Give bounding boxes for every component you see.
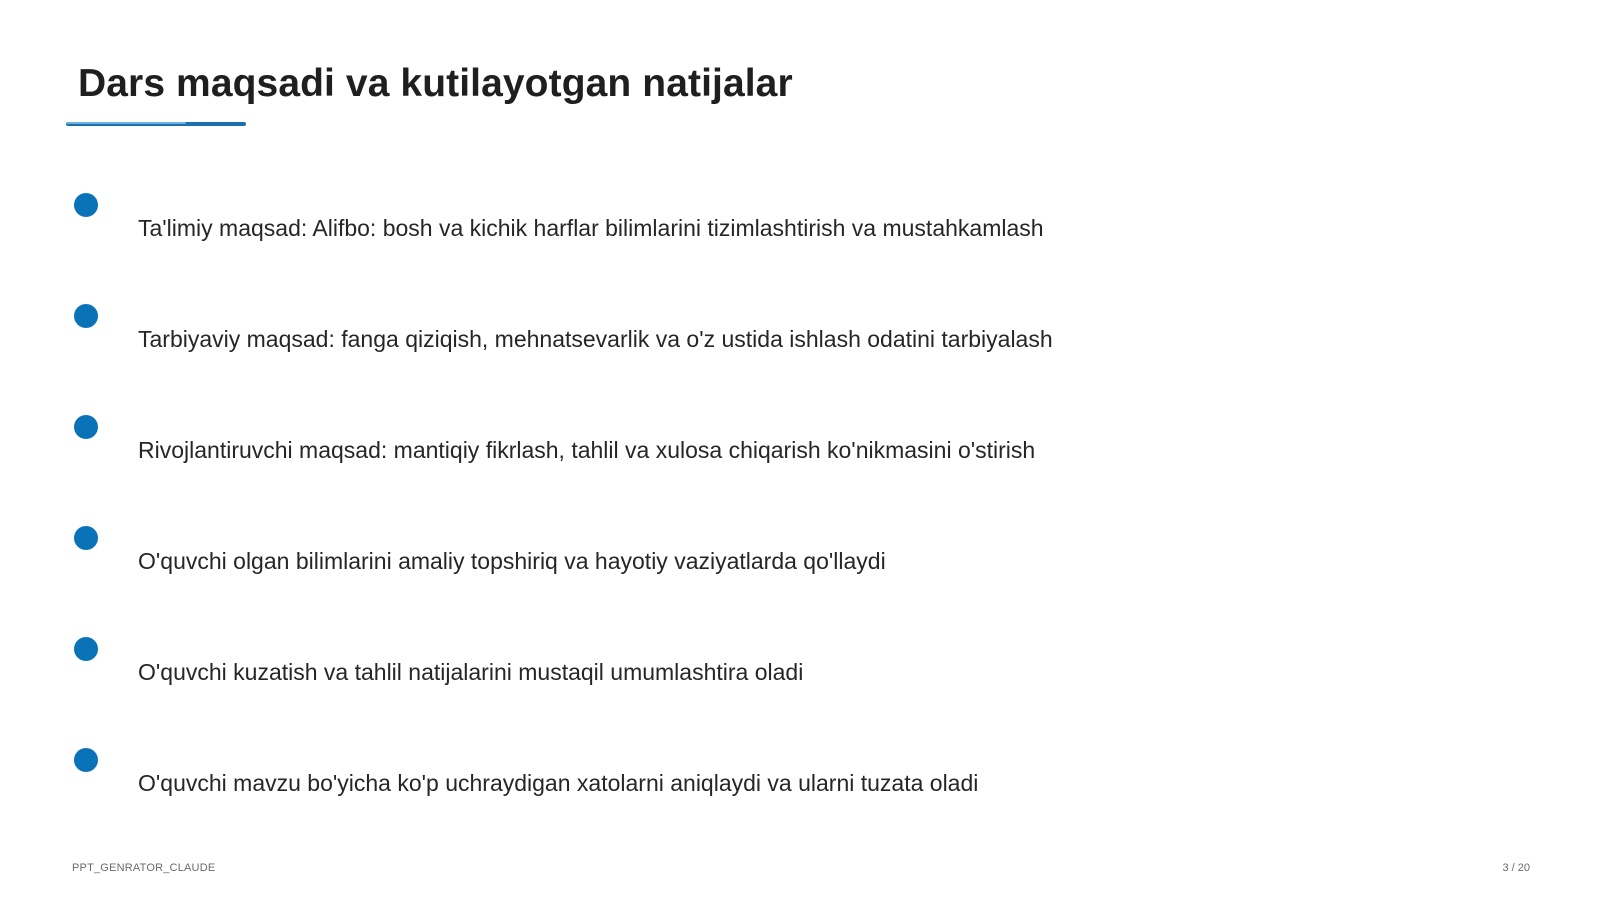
bullet-dot-icon xyxy=(74,193,98,217)
bullet-text: O'quvchi kuzatish va tahlil natijalarini mustaqil umumlashtira oladi xyxy=(138,659,804,685)
bullet-dot-icon xyxy=(74,304,98,328)
bullet-item xyxy=(0,415,1300,495)
bullet-text: O'quvchi mavzu bo'yicha ko'p uchraydigan xatolarni aniqlaydi va ularni tuzata oladi xyxy=(138,770,979,796)
title-underline xyxy=(66,122,246,127)
slide-title: Dars maqsadi va kutilayotgan natijalar xyxy=(78,62,793,105)
bullet-dot-icon xyxy=(74,748,98,772)
bullet-text: Tarbiyaviy maqsad: fanga qiziqish, mehnatsevarlik va o'z ustida ishlash odatini tarbiyalash xyxy=(138,326,1053,352)
bullet-text: O'quvchi olgan bilimlarini amaliy topshiriq va hayotiy vaziyatlarda qo'llaydi xyxy=(138,548,886,574)
bullet-dot-icon xyxy=(74,415,98,439)
bullet-item xyxy=(0,193,1300,273)
title-underline-light xyxy=(66,122,186,124)
footer-label: PPT_GENRATOR_CLAUDE xyxy=(72,862,216,874)
bullet-item xyxy=(0,304,1300,384)
page-indicator: 3 / 20 xyxy=(1502,862,1530,874)
bullet-item xyxy=(0,637,1300,717)
bullet-item xyxy=(0,748,1300,828)
bullet-text: Ta'limiy maqsad: Alifbo: bosh va kichik harflar bilimlarini tizimlashtirish va mustahkamlash xyxy=(138,215,1044,241)
bullet-text: Rivojlantiruvchi maqsad: mantiqiy fikrlash, tahlil va xulosa chiqarish ko'nikmasini o'stirish xyxy=(138,437,1036,463)
bullet-dot-icon xyxy=(74,526,98,550)
bullet-dot-icon xyxy=(74,637,98,661)
bullet-item xyxy=(0,526,1300,606)
